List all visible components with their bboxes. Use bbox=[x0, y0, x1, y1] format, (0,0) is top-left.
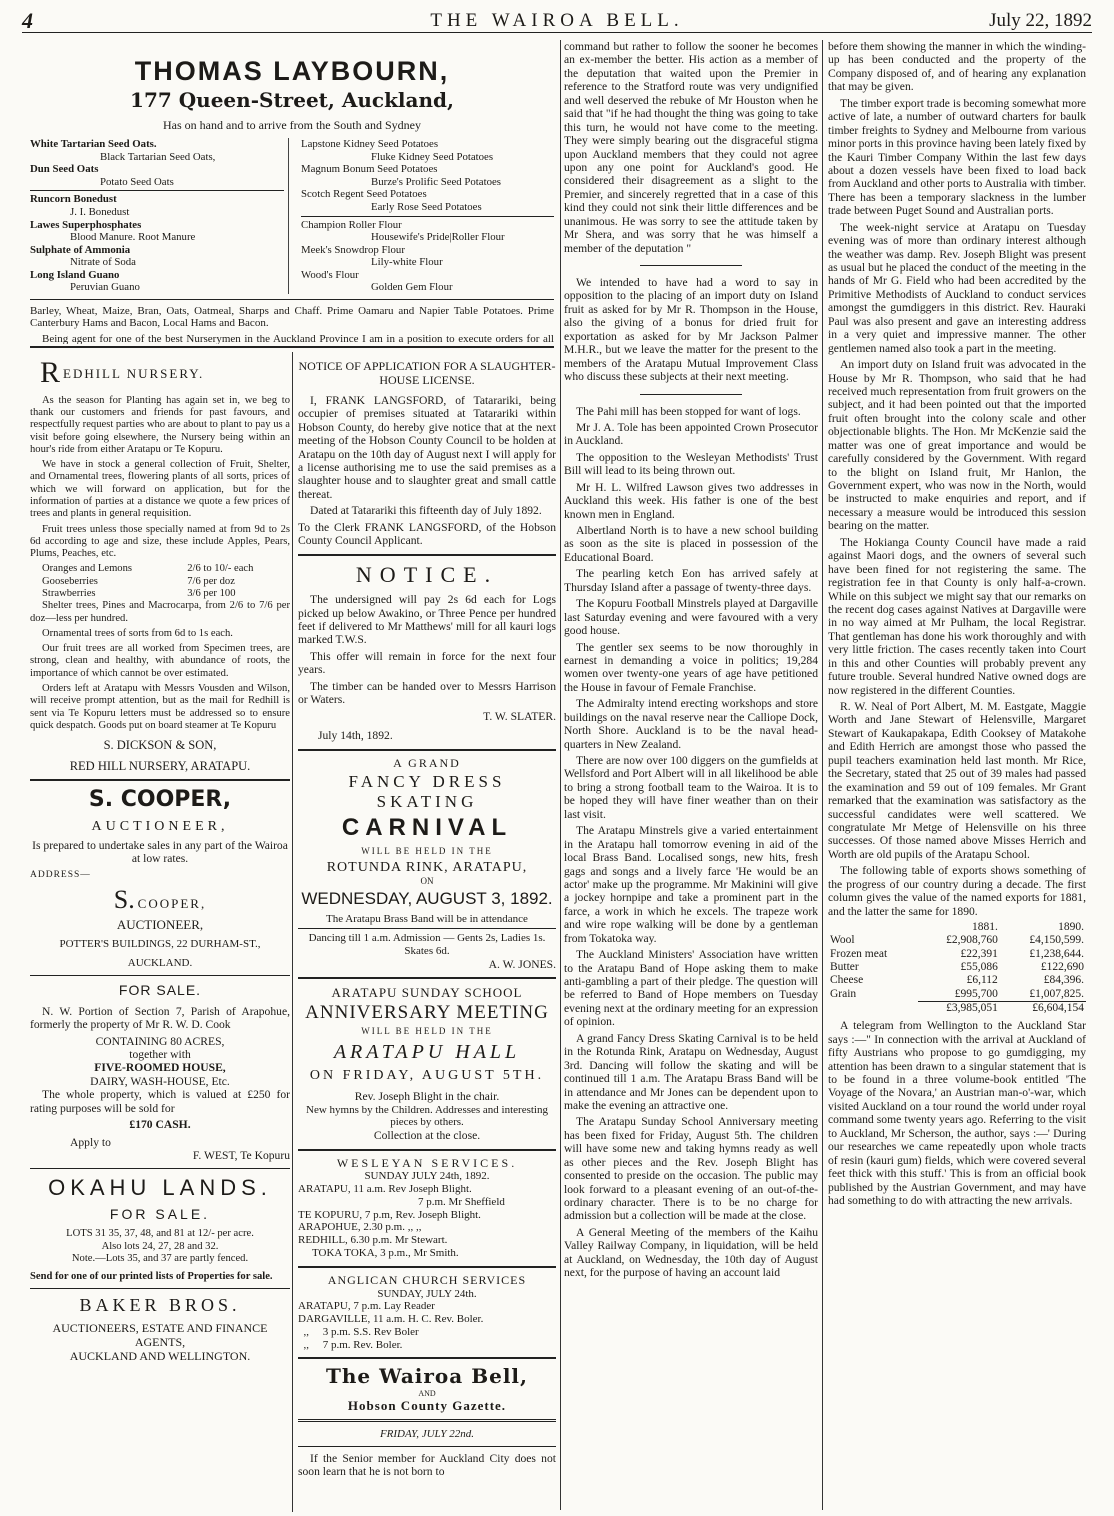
event-date: ON FRIDAY, AUGUST 5TH. bbox=[309, 1067, 545, 1083]
text-line: Rev. Joseph Blight in the chair. bbox=[354, 1090, 500, 1104]
table-row: Gooseberries 7/6 per doz bbox=[42, 575, 235, 587]
exports-table bbox=[828, 921, 1086, 1015]
cooper-city: AUCKLAND. bbox=[127, 956, 193, 969]
advertiser-address: 177 Queen-Street, Auckland, bbox=[130, 88, 454, 113]
paragraph: R. W. Neal of Port Albert, M. M. Eastgate, Maggie Worth and Jane Stewart of Helensville, Margaret Stewart of Kaukapakapa, Edith Cooksey of Matakohe and Edith Herrich are amongst those who passed the pupil teachers examination held last month. Mr Rice, the Secretary, stated that 25 out of 39 males had passed the examination and 59 out of 109 females. Mr Grant remarked that the examination was satisfactory as the successful candidates were well scattered. We congratulate Mr Metge of Helensville on his three successes. Of those named above Misses Herrich and Worth are old pupils of the Aratapu School. bbox=[828, 700, 1086, 861]
section-divider bbox=[30, 346, 554, 348]
column-rule bbox=[560, 40, 561, 1510]
okahu-title: OKAHU LANDS. bbox=[48, 1174, 272, 1200]
paragraph: The week-night service at Aratapu on Tuesday evening was of more than ordinary interest although the weather was damp. Rev. Joseph Blight was present as usual but he placed the conduct of the meeting in the hands of Mr G. Field who had been accredited by the Primitive Methodists of Auckland to conduct services amongst the gumdiggers in this district. Rev. Hauraki Paul was also present and gave an interesting address in a very quiet and impressive manner. The other gentlemen named also took a part in the meeting. bbox=[828, 220, 1086, 355]
paragraph: Fruit trees unless those specially named at from 9d to 2s 6d according to age and size, these include Apples, Pears, Plums, Peaches, etc. bbox=[30, 523, 290, 560]
cooper-role: AUCTIONEER, bbox=[91, 818, 229, 834]
text-line: New hymns by the Children. Addresses and interesting pieces by others. bbox=[306, 1103, 548, 1129]
table-row: Grain £995,700 £1,007,825. bbox=[830, 987, 1084, 1000]
paragraph: Dated at Tatarariki this fifteenth day of July 1892. bbox=[310, 504, 542, 518]
paragraph: Ornamental trees of sorts from 6d to 1s each. bbox=[42, 627, 233, 639]
paragraph: A General Meeting of the members of the Kaihu Valley Railway Company, in liquidation, will be held at Auckland, on Wednesday, the 10th day of August next, for the purpose of having an account laid bbox=[564, 1225, 818, 1280]
paragraph: Mr J. A. Tole has been appointed Crown Prosecutor in Auckland. bbox=[564, 420, 818, 448]
notice-title: NOTICE. bbox=[355, 561, 499, 587]
advertiser-name: THOMAS LAYBOURN, bbox=[134, 56, 450, 86]
editorial-date: FRIDAY, JULY 22nd. bbox=[379, 1427, 475, 1440]
text-line: AUCTIONEERS, ESTATE AND FINANCE AGENTS, bbox=[52, 1321, 268, 1350]
paragraph: A grand Fancy Dress Skating Carnival is to be held in the Rotunda Rink, Aratapu on Wednesday, August 3rd. Dancing will follow the skating and will be continued till 1 a.m. The Aratapu Brass Band will be in attendance and Mr Jones can be dependent upon to make the evening an attractive one. bbox=[564, 1031, 818, 1112]
text-line: Send for one of our printed lists of Properties for sale. bbox=[30, 1271, 273, 1283]
paragraph: The whole property, which is valued at £250 for rating purposes will be sold for bbox=[30, 1088, 290, 1115]
address-label: ADDRESS— bbox=[30, 869, 91, 880]
list-item: Scotch Regent Seed Potatoes Early Rose Seed Potatoes bbox=[301, 188, 482, 213]
table-row: Cheese £6,112 £84,396. bbox=[830, 974, 1084, 987]
paragraph: A telegram from Wellington to the Auckland Star says :—" In connection with the arrival at Auckland of fifty Austrians who propose to go gumdigging, my attention has been drawn to a singular statement that is to be found in a three volume-book entitled 'The Voyage of the Novara,' an Austrian man-o'-war, which visited Auckland on a tour round the world under royal command some twenty years ago. Referring to the visit to Auckland, Mr Scherson, the author, says :—' During our researches we came repeatedly upon whole tracts of resin (kauri gum) fields, which were covered several feet thick with this stuff.' This is from an official book published by the Austrian Government, and may have had something to do with attracting the new arrivals. bbox=[828, 1019, 1086, 1207]
venue: ROTUNDA RINK, ARATAPU, bbox=[326, 860, 528, 876]
list-item: 7 p.m. Mr Sheffield bbox=[418, 1195, 505, 1208]
text-line: WILL BE HELD IN THE bbox=[361, 845, 493, 856]
column-4 bbox=[828, 40, 1086, 1512]
paragraph: An import duty on Island fruit was advocated in the House by Mr R. Thompson, who said that he had received much representation from fruit growers on the subject, and it had been pointed out that the imported fruit often brought into the colony scale and other objectionable blights. The Hon. Mr McKenzie said the matter was one of great importance and would be carefully considered by the Government. With regard to the blight on Island fruit, Mr Hanlon, the Government expert, who was now in the North, would be instructed to make enquiries and report, and if necessary a measure would be introduced this session bearing on the matter. bbox=[828, 358, 1086, 533]
paragraph: The pearling ketch Eon has arrived safely at Thursday Island after a passage of twenty-three days. bbox=[564, 567, 818, 594]
text-line: AND bbox=[418, 1388, 436, 1398]
product-list-left bbox=[30, 138, 289, 293]
wesleyan-title: WESLEYAN SERVICES. bbox=[336, 1155, 518, 1170]
list-item: TE KOPURU, 7 p.m, Rev. Joseph Blight. bbox=[298, 1208, 481, 1221]
carnival-title-2: CARNIVAL bbox=[341, 813, 513, 841]
nursery-name: RED HILL NURSERY, ARATAPU. bbox=[69, 758, 251, 773]
list-item: Sulphate of Ammonia Nitrate of Soda bbox=[30, 243, 136, 269]
apply-label: Apply to bbox=[70, 1135, 111, 1149]
table-row: Wool £2,908,760 £4,150,599. bbox=[830, 934, 1084, 947]
paragraph: The Aratapu Minstrels give a varied entertainment in the Aratapu hall tomorrow evening in aid of the local Brass Band. Localised songs, new hits, fresh gags and songs and a lively farce 'He would be an actor' make up the programme. Mr Makinini will give a jockey hornpipe and take a prominent part in the farce, a work in which he excels. The trapeze work and wire rope walking will be done by a gentleman from Tokatoka way. bbox=[564, 824, 818, 945]
paragraph: The undersigned will pay 2s 6d each for Logs picked up below Awakino, or Three Pence per hundred feet if delivered to Mr Matthews' mill for all kauri logs marked T.W.S. bbox=[298, 593, 556, 647]
list-item: ARAPOHUE, 2.30 p.m. ,, ,, bbox=[298, 1221, 422, 1234]
paragraph: Orders left at Aratapu with Messrs Vousden and Wilson, will receive prompt attention, but as the mail for Redhill is sent via Te Kopuru letters must be addressed so to ensure quick despatch. Goods put on board steamer at Te Kopuru bbox=[30, 682, 290, 731]
list-item: ARATAPU, 11 a.m. Rev Joseph Blight. bbox=[298, 1183, 472, 1196]
table-row: Frozen meat £22,391 £1,238,644. bbox=[830, 947, 1084, 960]
list-item: Wood's Flour Golden Gem Flour bbox=[301, 268, 453, 294]
cooper-name-2: S. COOPER, bbox=[113, 884, 207, 914]
table-row: Oranges and Lemons 2/6 to 10/- each bbox=[42, 563, 254, 575]
page-number: 4 bbox=[22, 8, 33, 33]
notice-date: July 14th, 1892. bbox=[318, 729, 393, 743]
paragraph: Albertland North is to have a new school building as soon as the site is placed in possession of the Educational Board. bbox=[564, 524, 818, 564]
advert-intro: Has on hand and to arrive from the South and Sydney bbox=[163, 117, 421, 132]
paragraph: The timber export trade is becoming somewhat more active of late, a number of outward charters for baulk timber freights to Sydney and Melbourne from various minor ports in this province having been lately fixed by the Kauri Timber Company Within the last few days about a dozen vessels have been fixed to load back from Auckland and other ports to Australia with timber. There has been a temporary slackness in the lumber trade between Puget Sound and Australian ports. bbox=[828, 96, 1086, 218]
redhill-title: REDHILL NURSERY. bbox=[40, 356, 205, 389]
text-line: LOTS 31 35, 37, 48, and 81 at 12/- per acre. bbox=[66, 1228, 254, 1240]
sale-price: £170 CASH. bbox=[129, 1118, 191, 1132]
cooper-name: S. COOPER, bbox=[88, 787, 232, 813]
text-line: together with bbox=[129, 1048, 191, 1062]
okahu-subtitle: FOR SALE. bbox=[109, 1206, 211, 1223]
paragraph: This offer will remain in force for the next four years. bbox=[298, 649, 556, 677]
issue-date: July 22, 1892 bbox=[989, 10, 1092, 31]
paragraph: The timber can be handed over to Messrs Harrison or Waters. bbox=[298, 679, 556, 707]
forsale-title: FOR SALE. bbox=[118, 982, 202, 999]
venue: ARATAPU HALL bbox=[333, 1040, 521, 1063]
list-item: Runcorn Bonedust J. I. Bonedust bbox=[30, 193, 130, 218]
list-item: White Tartarian Seed Oats. Black Tartarian Seed Oats, bbox=[30, 138, 216, 163]
paragraph: before them showing the manner in which the winding-up has been conducted and the property of the Company disposed of, and of hearing any explanation that may be given. bbox=[828, 40, 1086, 94]
paragraph: To the Clerk FRANK LANGSFORD, of the Hobson County Council Applicant. bbox=[298, 520, 556, 548]
list-item: Lawes Superphosphates Blood Manure. Root Manure bbox=[30, 218, 196, 244]
advert-footer: Barley, Wheat, Maize, Bran, Oats, Oatmeal, Sharps and Chaff. Prime Oamaru and Napier Table Potatoes. Prime Canterbury Hams and Bacon, Local Hams and Bacon. bbox=[30, 304, 554, 330]
product-list bbox=[30, 138, 554, 293]
cooper-description: Is prepared to undertake sales in any part of the Wairoa at low rates. bbox=[32, 838, 288, 866]
paragraph: The Aratapu Sunday School Anniversary meeting has been fixed for Friday, August 5th. The children will have some new and taking hymns ready as well as other pieces and the Rev. Joseph Blight has consented to preside on the occasion. The public may look forward to a pleasant evening of an out-of-the-ordinary character. There is to be no charge for admission but a collection will be made at the close. bbox=[564, 1115, 818, 1223]
anglican-title: ANGLICAN CHURCH SERVICES bbox=[327, 1272, 527, 1287]
column-2 bbox=[298, 352, 556, 1512]
admission: Dancing till 1 a.m. Admission — Gents 2s, Ladies 1s. Skates 6d. bbox=[308, 932, 546, 958]
carnival-title: FANCY DRESS SKATING bbox=[348, 772, 506, 812]
event-date: WEDNESDAY, AUGUST 3, 1892. bbox=[301, 888, 553, 908]
cooper-address: POTTER'S BUILDINGS, 22 DURHAM-ST., bbox=[59, 937, 261, 950]
sundayschool-title: ARATAPU SUNDAY SCHOOL bbox=[331, 985, 523, 1001]
paragraph: If the Senior member for Auckland City does not soon learn that he is not born to bbox=[298, 1451, 556, 1479]
text-line: SUNDAY JULY 24th, 1892. bbox=[364, 1170, 490, 1183]
column-rule bbox=[822, 40, 823, 1510]
table-total: £3,985,051 £6,604,154 bbox=[828, 1001, 1086, 1015]
list-item: ,, 7 p.m. Rev. Boler. bbox=[298, 1338, 403, 1351]
agent-name: F. WEST, Te Kopuru bbox=[192, 1149, 290, 1163]
baker-title: BAKER BROS. bbox=[79, 1295, 241, 1316]
paragraph: We have in stock a general collection of Fruit, Shelter, and Ornamental trees, flowering plants of all sorts, prices of which we will forward on application, but for the information of parties at a distance we quote a few prices of trees and plants in general requisition. bbox=[30, 459, 290, 520]
text-line: Note.—Lots 35, and 37 are partly fenced. bbox=[71, 1252, 249, 1264]
product-list-right bbox=[295, 138, 554, 293]
newspaper-title: THE WAIROA BELL. bbox=[430, 10, 684, 31]
text-line: SUNDAY, JULY 24th. bbox=[377, 1287, 477, 1300]
paragraph: There are now over 100 diggers on the gumfields at Wellsford and Port Albert will in all likelihood be able to bring a strong football team to the Wairoa. It is to be hoped they will have finer weather than on their last visit. bbox=[564, 754, 818, 821]
paragraph: We intended to have had a word to say in opposition to the placing of an import duty on Island fruit as asked for by Mr R. Thompson in the House, also the giving of a bonus for dried fruit for exportation as asked for by Mr Jackson Palmer M.H.R., but we leave the matter for the present to the members of the Aratapu Mutual Improvement Class who discuss these subjects at their next meeting. bbox=[564, 276, 818, 384]
anniversary-title: ANNIVERSARY MEETING bbox=[305, 1002, 549, 1024]
paragraph: I, FRANK LANGSFORD, of Tatarariki, being occupier of premises situated at Tatarariki within Hobson County, do hereby give notice that at the next meeting of the Hobson County Council to be holden at Aratapu on the 10th day of August next I will apply for a license authorising me to use the said premises as a slaughter house and to slaughter great and small cattle thereat. bbox=[298, 393, 556, 501]
list-item: Meek's Snowdrop Flour Lily-white Flour bbox=[301, 243, 443, 269]
service-list bbox=[298, 1183, 556, 1260]
masthead-title: The Wairoa Bell, bbox=[326, 1364, 528, 1389]
table-header: 1881. 1890. bbox=[971, 921, 1084, 933]
list-item: Champion Roller Flour Housewife's Pride|Roller Flour bbox=[301, 218, 505, 244]
text-line: DAIRY, WASH-HOUSE, Etc. bbox=[90, 1074, 230, 1088]
list-item: ,, 3 p.m. S.S. Rev Boler bbox=[298, 1325, 419, 1338]
paragraph: The Pahi mill has been stopped for want of logs. bbox=[576, 404, 801, 418]
paragraph: The opposition to the Wesleyan Methodists' Trust Bill will lead to its being thrown out. bbox=[564, 450, 818, 478]
text-line: FIVE-ROOMED HOUSE, bbox=[94, 1061, 226, 1075]
paragraph: command but rather to follow the sooner he becomes an ex-member the better. His action as a member of the deputation that waited upon the Premier in reference to the Stratford route was very undignified and well deserved the rebuke of Mr Houston when he said that "if he had thought the thing was going to take this turn, he would not have come to the meeting. They were simply bearing out the disgraceful stigma upon Auckland members that they could not agree upon any one point for Auckland's good. He considered their disagreement as a slight to the Premier, and sincerely regretted that in a case of this kind they could not sink their little differences and be unanimous. He was sorry to see the attitude taken by Mr Shera, and was sorry that he was himself a member of the deputation " bbox=[564, 40, 818, 255]
list-item: TOKA TOKA, 3 p.m., Mr Smith. bbox=[312, 1246, 459, 1259]
text-line: The Aratapu Brass Band will be in attendance bbox=[326, 912, 528, 925]
text-line: Collection at the close. bbox=[373, 1129, 481, 1143]
text-line: AUCKLAND AND WELLINGTON. bbox=[69, 1349, 251, 1364]
paragraph: Mr H. L. Wilfred Lawson gives two addresses in Auckland this week. His father is one of the best known men in England. bbox=[564, 480, 818, 521]
signature: T. W. SLATER. bbox=[483, 709, 556, 723]
list-item: Magnum Bonum Seed Potatoes Burze's Prolific Seed Potatoes bbox=[301, 163, 501, 188]
price-table bbox=[30, 563, 290, 600]
signature: S. DICKSON & SON, bbox=[103, 738, 217, 753]
paragraph: The Hokianga County Council have made a raid against Maori dogs, and the owners of several such have been fined for not registering the same. The registration fee in that County is only half-a-crown. While on this subject we might say that our remarks on the recent dog cases against Natives at Dargaville were in no way aimed at Mr Pulham, the local Registrar. That gentleman has done his work thoroughly and with very little friction. The cases recently taken into Court in this and other Counties will probably prevent any future trouble. Several hundred Native owned dogs are now registered in the different Counties. bbox=[828, 535, 1086, 697]
list-item: ARATAPU, 7 p.m. Lay Reader bbox=[298, 1300, 435, 1313]
service-list bbox=[298, 1300, 556, 1351]
paragraph: N. W. Portion of Section 7, Parish of Arapohue, formerly the property of Mr R. W. D. Cook bbox=[30, 1004, 290, 1032]
acreage: CONTAINING 80 ACRES, bbox=[95, 1034, 225, 1048]
paragraph: The following table of exports shows something of the progress of our country during a decade. The first column gives the value of the named exports for 1881, and the latter the same for 1890. bbox=[828, 864, 1086, 918]
cooper-role-2: AUCTIONEER, bbox=[116, 916, 204, 932]
paragraph: The gentler sex seems to be now thoroughly in earnest in demanding a voice in politics; 19,284 women over twenty-one years of age have petitioned the House in favour of Female Franchise. bbox=[564, 640, 818, 694]
masthead-subtitle: Hobson County Gazette. bbox=[347, 1397, 507, 1413]
page-header bbox=[22, 8, 1092, 33]
text-line: ON bbox=[420, 876, 434, 887]
laybourn-advert bbox=[30, 44, 554, 344]
text-line: WILL BE HELD IN THE bbox=[361, 1026, 493, 1037]
text-line: Also lots 24, 27, 28 and 32. bbox=[101, 1240, 219, 1252]
table-row: Strawberries 3/6 per 100 bbox=[42, 588, 236, 600]
carnival-pre: A GRAND bbox=[393, 755, 461, 770]
column-1 bbox=[30, 352, 290, 1512]
paragraph: As the season for Planting has again set in, we beg to thank our customers and friends for past favours, and respectfully request parties who are about to plant to pay us a visit before going elsewhere, the Nursery being within an hour's ride from either Aratapu or Te Kopuru. bbox=[30, 394, 290, 455]
column-3 bbox=[564, 40, 818, 1512]
paragraph: The Auckland Ministers' Association have written to the Aratapu Band of Hope asking them to make anti-gambling a part of their pledge. The question will be referred to Band of Hope members on Tuesday evening next at the ordinary meeting for an expression of opinion. bbox=[564, 948, 818, 1029]
paragraph: Shelter trees, Pines and Macrocarpa, from 2/6 to 7/6 per doz—less per hundred. bbox=[30, 600, 290, 624]
signature: A. W. JONES. bbox=[488, 957, 556, 971]
advert-footer-agent: Being agent for one of the best Nurserymen in the Auckland Province I am in a position to execute orders for all bbox=[42, 333, 554, 344]
list-item: REDHILL, 6.30 p.m. Mr Stewart. bbox=[298, 1234, 448, 1247]
paragraph: The Admiralty intend erecting workshops and store buildings on the naval reserve near the Calliope Dock, North Shore. Auckland is to be the naval head-quarters in New Zealand. bbox=[564, 697, 818, 751]
paragraph: The Kopuru Football Minstrels played at Dargaville last Saturday evening and were favoured with a very good house. bbox=[564, 597, 818, 638]
list-item: DARGAVILLE, 11 a.m. H. C. Rev. Boler. bbox=[298, 1313, 484, 1326]
list-item: Dun Seed Oats Potato Seed Oats bbox=[30, 163, 174, 188]
table-row: Butter £55,086 £122,690 bbox=[830, 960, 1084, 973]
list-item: Long Island Guano Peruvian Guano bbox=[30, 268, 140, 294]
paragraph: Our fruit trees are all worked from Specimen trees, are strong, clean and healthy, with abundance of roots, the importance of which cannot be over estimated. bbox=[30, 643, 290, 679]
column-rule bbox=[292, 352, 293, 1512]
list-item: Lapstone Kidney Seed Potatoes Fluke Kidney Seed Potatoes bbox=[301, 138, 494, 163]
slaughter-title: NOTICE OF APPLICATION FOR A SLAUGHTER-HOUSE LICENSE. bbox=[298, 359, 556, 387]
